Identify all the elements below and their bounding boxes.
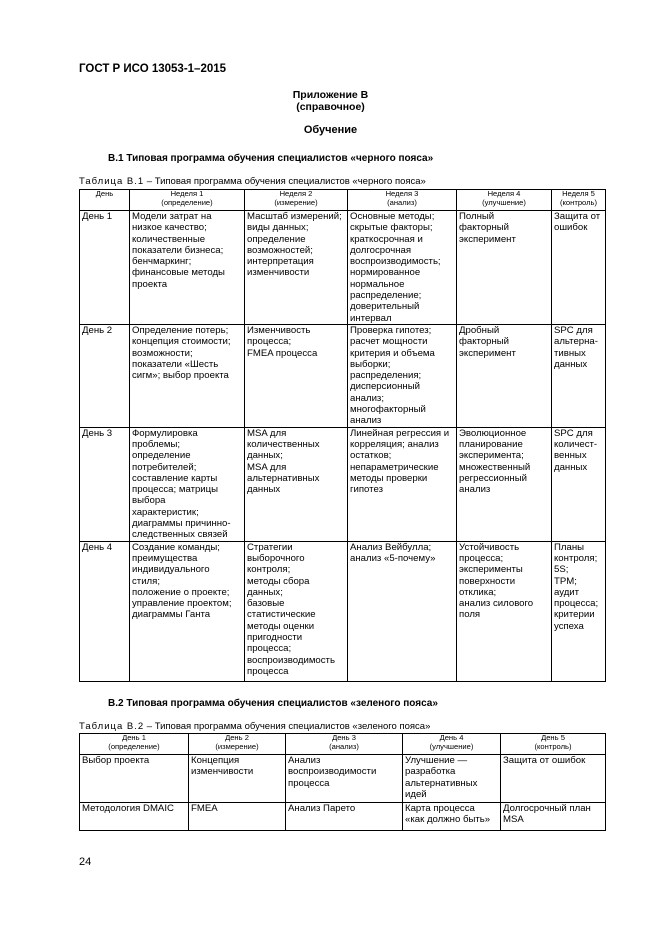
cell-line: преимущества: [132, 552, 198, 564]
cell-line: процесса; матрицы: [132, 484, 219, 496]
table-b1-caption-text: – Типовая программа обучения специалистов «черного пояса»: [144, 176, 426, 187]
cell-line: множественный: [459, 461, 531, 473]
cell-line: данных: [554, 461, 588, 473]
cell-line: Создание команды;: [132, 541, 220, 553]
column-title: День 5: [541, 733, 565, 742]
cell-line: виды данных;: [247, 222, 309, 234]
cell-line: нормированное: [350, 267, 421, 279]
table-cell: [130, 427, 245, 541]
table-b2-caption: [79, 721, 430, 732]
table-b1-caption: [79, 176, 426, 187]
cell-line: данных;: [247, 450, 283, 462]
cell-line: критерия и объема: [350, 347, 435, 359]
cell-line: многофакторный: [350, 404, 426, 416]
column-title: Неделя 2: [279, 189, 313, 198]
cell-line: скрытые факторы;: [350, 222, 433, 234]
table-cell: [552, 211, 606, 325]
cell-line: Основные методы;: [350, 211, 435, 222]
column-title: День 3: [332, 733, 356, 742]
cell-line: процесса: [288, 777, 330, 789]
column-subtitle: (определение): [161, 197, 213, 207]
cell-line: диаграммы причинно-: [132, 518, 231, 530]
cell-line: процесса;: [247, 643, 292, 655]
cell-line: изменчивости: [191, 766, 254, 778]
cell-line: ошибок: [554, 222, 588, 234]
cell-line: нормальное: [350, 278, 405, 290]
cell-line: индивидуального: [132, 564, 210, 576]
cell-line: остатков;: [350, 450, 392, 462]
table-cell: [348, 541, 457, 681]
column-title: Неделя 3: [385, 189, 419, 198]
cell-line: интерпретация: [247, 256, 314, 268]
cell-line: количественных: [247, 438, 320, 450]
cell-line: воспроизводимости: [288, 766, 377, 778]
cell-line: контроля;: [554, 552, 598, 564]
cell-line: диаграммы Ганта: [132, 609, 211, 621]
table-cell: [286, 755, 403, 803]
cell-line: определение: [132, 450, 191, 462]
cell-line: контроля;: [247, 564, 291, 576]
cell-line: разработка: [405, 766, 456, 778]
document-header: ГОСТ Р ИСО 13053-1–2015: [79, 63, 227, 75]
table-b1-column-header: [552, 190, 606, 211]
cell-line: следственных связей: [132, 529, 228, 541]
table-b2-column-header: [189, 734, 286, 755]
cell-line: поля: [459, 609, 481, 621]
table-cell: [245, 541, 348, 681]
cell-line: Улучшение —: [405, 755, 468, 766]
cell-line: Карта процесса: [405, 803, 475, 814]
table-cell: [552, 427, 606, 541]
cell-line: планирование: [459, 438, 523, 450]
cell-line: расчет мощности: [350, 336, 428, 348]
cell-line: данных;: [247, 586, 283, 598]
cell-line: методы сбора: [247, 575, 310, 587]
cell-line: методы оценки: [247, 620, 315, 632]
cell-line: Изменчивость: [247, 325, 311, 336]
cell-line: данных: [554, 358, 588, 370]
table-b1-column-header: [245, 190, 348, 211]
column-subtitle: (анализ): [387, 197, 417, 207]
day-label: День 2: [82, 325, 113, 336]
day-label: День 4: [82, 541, 113, 553]
table-cell: [552, 541, 606, 681]
table-cell: [457, 325, 552, 428]
cell-line: регрессионный: [459, 472, 527, 484]
day-cell: [80, 211, 130, 325]
cell-line: непараметрические: [350, 461, 439, 473]
cell-line: «как должно быть»: [405, 814, 491, 826]
cell-line: тивных: [554, 347, 586, 359]
cell-line: доверительный: [350, 301, 420, 313]
column-subtitle: (контроль): [534, 741, 572, 751]
table-cell: [245, 325, 348, 428]
table-cell: [286, 803, 403, 831]
column-title: День 4: [439, 733, 464, 742]
table-b2: [79, 733, 606, 831]
cell-line: отклика;: [459, 586, 497, 598]
cell-line: воспроизводимость: [247, 654, 335, 666]
table-b2-caption-text: – Типовая программа обучения специалистов «зеленого пояса»: [144, 721, 431, 732]
column-title: День 1: [122, 733, 146, 742]
column-title: День: [95, 189, 114, 198]
table-cell: [130, 211, 245, 325]
column-subtitle: (улучшение): [429, 741, 474, 751]
table-cell: [245, 427, 348, 541]
cell-line: положение о проекте;: [132, 586, 230, 598]
column-subtitle: (анализ): [329, 741, 359, 751]
table-b1-column-header: [130, 190, 245, 211]
cell-line: факторный: [459, 336, 510, 348]
table-row: [80, 541, 606, 681]
cell-line: анализ «5-почему»: [350, 552, 436, 564]
cell-line: анализ: [459, 484, 491, 496]
cell-line: распределения;: [350, 370, 422, 382]
cell-line: управление проектом;: [132, 598, 232, 610]
cell-line: данных: [247, 484, 281, 496]
cell-line: анализ: [350, 415, 382, 427]
cell-line: Линейная регрессия и: [350, 427, 450, 439]
table-cell: [403, 803, 501, 831]
cell-line: финансовые методы: [132, 267, 225, 279]
cell-line: факторный: [459, 222, 510, 234]
cell-line: Методология DMAIC: [82, 803, 174, 814]
cell-line: венных: [554, 450, 587, 462]
table-cell: [457, 427, 552, 541]
cell-line: Защита от ошибок: [503, 755, 586, 766]
cell-line: Проверка гипотез;: [350, 325, 432, 336]
cell-line: Масштаб измерений;: [247, 211, 342, 222]
cell-line: Анализ Парето: [288, 803, 356, 814]
table-row: [80, 427, 606, 541]
table-b1-caption-label: Таблица В.1: [79, 176, 145, 187]
cell-line: корреляция; анализ: [350, 438, 439, 450]
cell-line: SPC для: [554, 427, 593, 439]
appendix-heading: Обучение: [303, 124, 358, 136]
cell-line: Определение потерь;: [132, 325, 229, 336]
table-cell: [80, 803, 189, 831]
table-b1-column-header: [80, 190, 130, 211]
cell-line: потребителей;: [132, 461, 197, 473]
cell-line: анализ;: [350, 392, 384, 404]
cell-line: возможностей;: [247, 244, 313, 256]
cell-line: SPC для: [554, 325, 593, 336]
cell-line: низкое качество;: [132, 222, 207, 234]
column-title: Неделя 4: [487, 189, 521, 198]
cell-line: успеха: [554, 620, 584, 632]
appendix-subtitle: (справочное): [296, 101, 365, 113]
day-cell: [80, 325, 130, 428]
cell-line: FMEA: [191, 803, 218, 814]
table-row: [80, 803, 606, 831]
cell-line: процесса;: [459, 552, 504, 564]
cell-line: FMEA процесса: [247, 347, 318, 359]
table-cell: [130, 541, 245, 681]
cell-line: Устойчивость: [459, 541, 520, 553]
table-row: [80, 755, 606, 803]
column-subtitle: (контроль): [559, 197, 598, 207]
cell-line: определение: [247, 233, 306, 245]
table-b2-column-header: [501, 734, 606, 755]
cell-line: краткосрочная и: [350, 233, 423, 245]
table-cell: [80, 755, 189, 803]
cell-line: методы проверки: [350, 472, 428, 484]
cell-line: составление карты: [132, 472, 218, 484]
cell-line: воспроизводимость;: [350, 256, 441, 268]
day-label: День 1: [82, 211, 113, 222]
cell-line: процесса;: [554, 598, 599, 610]
table-cell: [189, 803, 286, 831]
table-cell: [348, 325, 457, 428]
cell-line: Формулировка: [132, 427, 198, 439]
cell-line: аудит: [554, 586, 580, 598]
table-row: [80, 211, 606, 325]
column-title: Неделя 5: [562, 189, 595, 198]
cell-line: интервал: [350, 312, 392, 324]
table-b1-column-header: [457, 190, 552, 211]
table-b1-header-row: [80, 190, 606, 211]
cell-line: MSA для: [247, 427, 287, 439]
cell-line: Дробный: [459, 325, 500, 336]
table-cell: [501, 755, 606, 803]
cell-line: гипотез: [350, 484, 383, 496]
table-row: [80, 325, 606, 428]
cell-line: MSA для: [247, 461, 287, 473]
table-b2-caption-label: Таблица В.2: [79, 721, 145, 732]
table-b2-header-row: [80, 734, 606, 755]
table-cell: [189, 755, 286, 803]
cell-line: альтерна-: [554, 336, 598, 348]
cell-line: эксперимента;: [459, 450, 524, 462]
cell-line: сигм»; выбор проекта: [132, 370, 229, 382]
table-b2-column-header: [286, 734, 403, 755]
section-b1-heading: В.1 Типовая программа обучения специалистов «черного пояса»: [108, 153, 434, 164]
cell-line: выборки;: [350, 358, 391, 370]
table-b2-column-header: [403, 734, 501, 755]
cell-line: процесса;: [247, 336, 292, 348]
cell-line: Анализ Вейбулла;: [350, 541, 432, 553]
cell-line: анализ силового: [459, 598, 534, 610]
cell-line: количественные: [132, 233, 206, 245]
appendix-title: Приложение В: [292, 89, 369, 101]
cell-line: Защита от: [554, 211, 601, 222]
cell-line: статистические: [247, 609, 316, 621]
cell-line: количест-: [554, 438, 598, 450]
cell-line: выборочного: [247, 552, 305, 564]
cell-line: дисперсионный: [350, 381, 420, 393]
cell-line: альтернативных: [247, 472, 320, 484]
column-title: Неделя 1: [170, 189, 204, 198]
cell-line: критерии: [554, 609, 595, 621]
cell-line: альтернативных: [405, 777, 478, 789]
cell-line: MSA: [503, 814, 524, 826]
day-label: День 3: [82, 427, 113, 439]
cell-line: распределение;: [350, 290, 422, 302]
table-b2-column-header: [80, 734, 189, 755]
cell-line: эксперимент: [459, 233, 516, 245]
cell-line: концепция стоимости;: [132, 336, 231, 348]
cell-line: Долгосрочный план: [503, 803, 591, 814]
cell-line: возможности;: [132, 347, 193, 359]
cell-line: Выбор проекта: [82, 755, 150, 766]
page-number: 24: [79, 856, 92, 868]
cell-line: 5S;: [554, 564, 569, 576]
cell-line: стиля;: [132, 575, 161, 587]
cell-line: проблемы;: [132, 438, 181, 450]
cell-line: Полный: [459, 211, 495, 222]
cell-line: базовые: [247, 598, 285, 610]
cell-line: показатели «Шесть: [132, 358, 219, 370]
table-cell: [501, 803, 606, 831]
table-cell: [245, 211, 348, 325]
cell-line: проекта: [132, 278, 168, 290]
table-cell: [457, 211, 552, 325]
cell-line: Концепция: [191, 755, 240, 766]
cell-line: идей: [405, 788, 427, 800]
cell-line: Стратегии: [247, 541, 293, 553]
cell-line: бенчмаркинг;: [132, 256, 192, 268]
table-b1: [79, 189, 606, 682]
day-cell: [80, 427, 130, 541]
cell-line: эксперимент: [459, 347, 516, 359]
column-subtitle: (измерение): [274, 197, 318, 207]
cell-line: Эволюционное: [459, 427, 527, 439]
column-subtitle: (измерение): [215, 741, 259, 751]
column-subtitle: (определение): [108, 741, 160, 751]
cell-line: Модели затрат на: [132, 211, 212, 222]
cell-line: TPM;: [554, 575, 577, 587]
column-subtitle: (улучшение): [482, 197, 526, 207]
cell-line: выбора: [132, 495, 166, 507]
table-cell: [457, 541, 552, 681]
table-cell: [348, 427, 457, 541]
cell-line: эксперименты: [459, 564, 523, 576]
cell-line: характеристик;: [132, 506, 199, 518]
cell-line: Планы: [554, 541, 585, 553]
cell-line: пригодности: [247, 632, 303, 644]
cell-line: поверхности: [459, 575, 516, 587]
table-cell: [348, 211, 457, 325]
day-cell: [80, 541, 130, 681]
table-cell: [403, 755, 501, 803]
cell-line: процесса: [247, 665, 289, 677]
cell-line: показатели бизнеса;: [132, 244, 224, 256]
cell-line: изменчивости: [247, 267, 310, 279]
column-title: День 2: [225, 733, 249, 742]
cell-line: долгосрочная: [350, 244, 412, 256]
table-cell: [552, 325, 606, 428]
cell-line: Анализ: [288, 755, 321, 766]
table-b1-column-header: [348, 190, 457, 211]
table-cell: [130, 325, 245, 428]
section-b2-heading: В.2 Типовая программа обучения специалистов «зеленого пояса»: [108, 698, 438, 709]
